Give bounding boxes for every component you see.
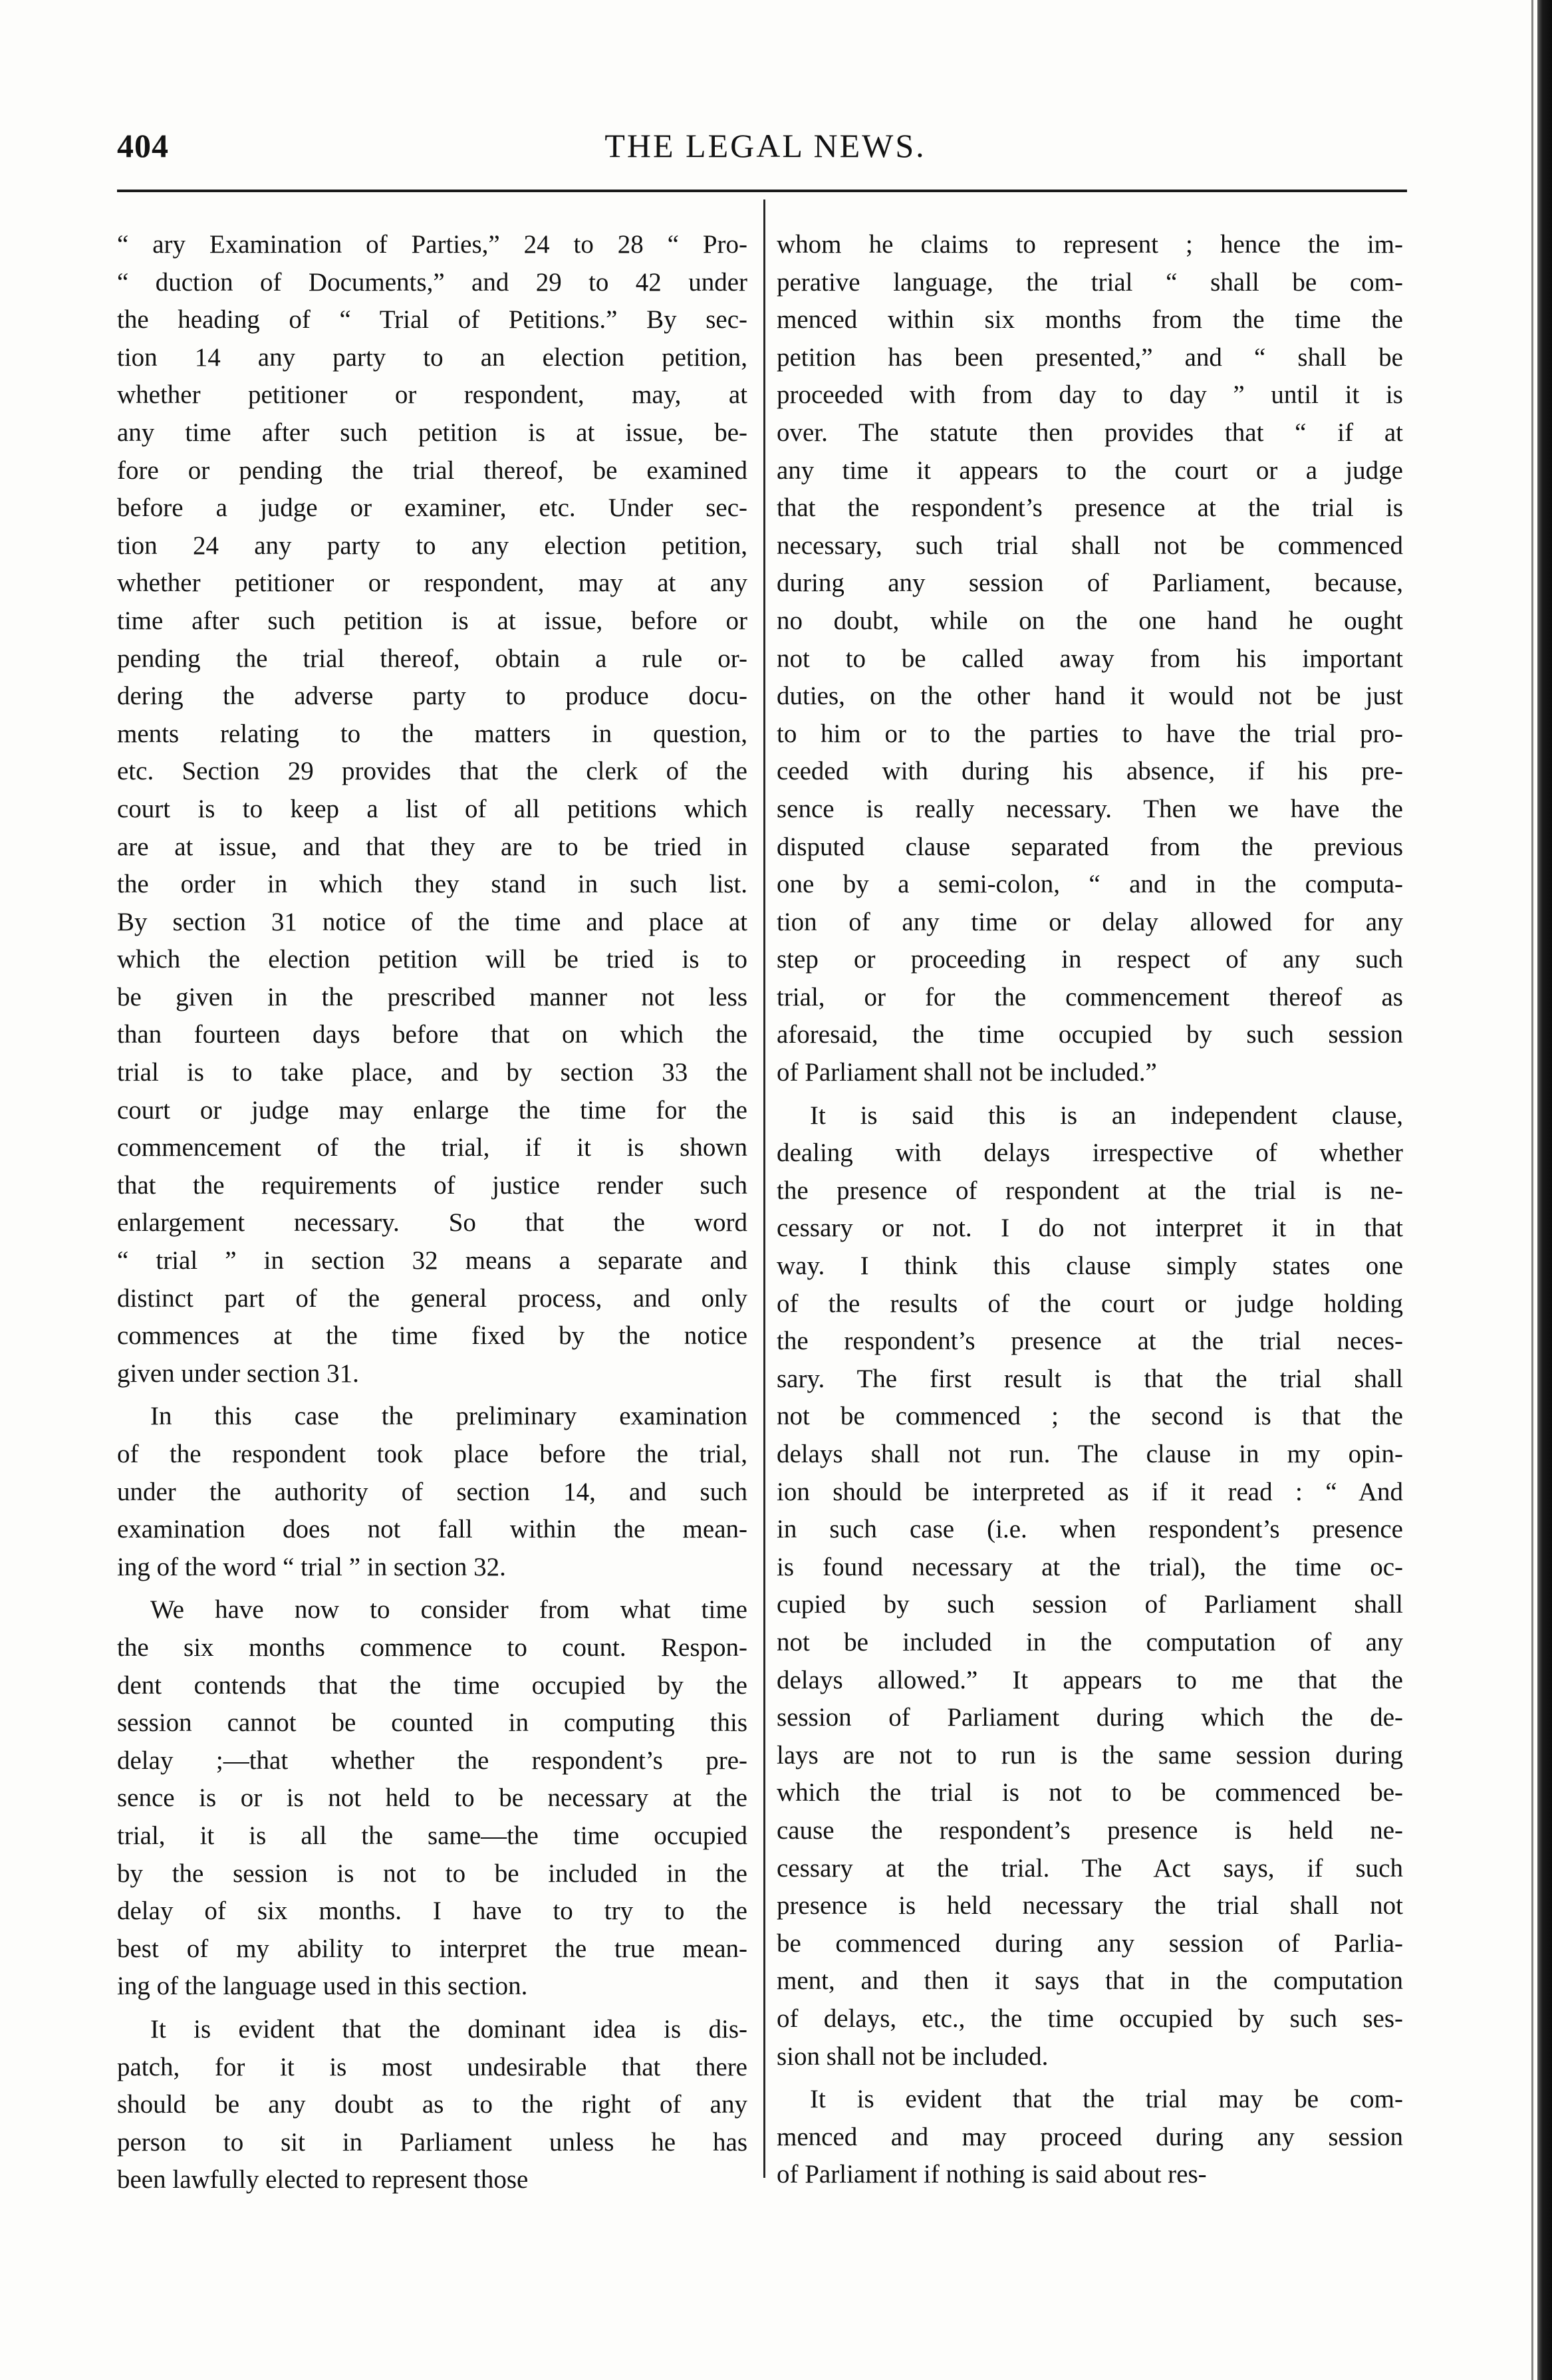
text-line: which the trial is not to be commenced be- [777,1778,1403,1807]
text-line: under the authority of section 14, and such [117,1477,747,1506]
right-column [777,226,1403,2199]
text-line: of Parliament shall not be included.” [777,1058,1157,1087]
text-line: been lawfully elected to represent those [117,2165,529,2194]
text-line: be given in the prescribed manner not less [117,982,747,1011]
text-line: court is to keep a list of all petitions which [117,794,747,823]
text-line: ceeded with during his absence, if his pre- [777,757,1403,786]
text-line: dent contends that the time occupied by the [117,1670,747,1700]
text-line: sence is or is not held to be necessary at the [117,1784,747,1813]
right-column-paragraph [777,226,1403,1092]
text-line: commences at the time fixed by the notice [117,1321,747,1351]
text-line: tion 14 any party to an election petition, [117,342,747,372]
text-line: dealing with delays irrespective of whether [777,1138,1403,1168]
text-line: ing of the language used in this section. [117,1972,528,2001]
text-line: delays shall not run. The clause in my opin- [777,1440,1403,1468]
text-line: menced within six months from the time the [777,305,1403,334]
text-line: It is evident that the dominant idea is dis- [150,2014,747,2044]
text-line: proceeded with from day to day ” until it is [777,380,1403,410]
text-line: of delays, etc., the time occupied by such ses- [777,2004,1403,2033]
text-line: menced and may proceed during any session [777,2122,1403,2151]
left-column-paragraph [117,226,747,1392]
text-line: petition has been presented,” and “ shall be [777,342,1403,372]
left-column-paragraph [117,2011,747,2199]
text-line: person to sit in Parliament unless he has [117,2127,747,2157]
text-line: no doubt, while on the one hand he ought [777,606,1403,635]
text-line: whom he claims to represent ; hence the im- [777,230,1403,259]
text-line: one by a semi-colon, “ and in the computa- [777,870,1403,899]
scanner-edge-shadow [1537,0,1552,2380]
text-line: is found necessary at the trial), the time oc- [777,1552,1403,1581]
text-line: of Parliament if nothing is said about res- [777,2160,1207,2189]
text-line: way. I think this clause simply states one [777,1252,1403,1281]
text-line: duties, on the other hand it would not be just [777,682,1403,711]
text-line: cupied by such session of Parliament shall [777,1590,1403,1619]
text-line: trial, it is all the same—the time occupied [117,1821,747,1850]
text-line: the heading of “ Trial of Petitions.” By sec- [117,305,747,334]
text-line: In this case the preliminary examination [150,1402,747,1431]
text-line: cause the respondent’s presence is held ne- [777,1815,1403,1845]
text-line: perative language, the trial “ shall be com- [777,267,1403,297]
text-line: delay of six months. I have to try to the [117,1897,747,1926]
text-line: pending the trial thereof, obtain a rule or- [117,644,747,673]
text-line: cessary or not. I do not interpret it in that [777,1214,1403,1243]
text-line: best of my ability to interpret the true mean- [117,1934,747,1963]
scanner-edge-line [1531,0,1533,2380]
header-rule [117,190,1407,192]
text-line: cessary at the trial. The Act says, if such [777,1853,1403,1883]
text-line: enlargement necessary. So that the word [117,1208,747,1238]
text-line: We have now to consider from what time [150,1595,747,1625]
text-line: by the session is not to be included in the [117,1859,747,1888]
text-line: that the requirements of justice render such [117,1170,747,1200]
text-line: lays are not to run is the same session during [777,1740,1403,1770]
text-line: session cannot be counted in computing this [117,1708,747,1738]
text-line: It is evident that the trial may be com- [810,2085,1403,2114]
text-line: delay ;—that whether the respondent’s pre- [117,1746,747,1775]
text-line: examination does not fall within the mean- [117,1515,747,1544]
text-line: sion shall not be included. [777,2042,1049,2071]
text-line: fore or pending the trial thereof, be examined [117,456,747,485]
text-line: trial, or for the commencement thereof as [777,982,1403,1011]
text-line: the respondent’s presence at the trial neces- [777,1327,1403,1356]
text-line: commencement of the trial, if it is shown [117,1133,747,1162]
text-line: dering the adverse party to produce docu- [117,682,747,711]
text-line: disputed clause separated from the previous [777,832,1403,861]
text-line: the order in which they stand in such list. [117,870,747,899]
text-line: necessary, such trial shall not be commenced [777,531,1403,560]
text-line: during any session of Parliament, because, [777,569,1403,598]
text-line: distinct part of the general process, and only [117,1283,747,1313]
text-line: in such case (i.e. when respondent’s presence [777,1515,1403,1544]
text-line: should be any doubt as to the right of any [117,2090,747,2119]
text-line: of the results of the court or judge holding [777,1289,1403,1318]
running-title: THE LEGAL NEWS. [604,127,926,164]
text-line: not be included in the computation of any [777,1627,1403,1656]
text-line: over. The statute then provides that “ if at [777,418,1403,447]
page-number: 404 [117,127,169,164]
text-line: before a judge or examiner, etc. Under sec- [117,493,747,523]
text-line: patch, for it is most undesirable that there [117,2052,747,2081]
text-line: any time it appears to the court or a judge [777,456,1403,485]
text-line: sary. The first result is that the trial shall [777,1364,1403,1393]
text-line: ments relating to the matters in question, [117,719,747,748]
text-line: By section 31 notice of the time and place at [117,907,747,936]
text-line: tion 24 any party to any election petition, [117,531,747,560]
text-line: step or proceeding in respect of any such [777,945,1403,974]
text-line: time after such petition is at issue, before or [117,606,747,635]
text-line: ment, and then it says that in the computation [777,1966,1403,1996]
column-divider [763,199,765,2178]
text-line: not to be called away from his important [777,644,1403,673]
text-line: “ duction of Documents,” and 29 to 42 under [117,267,747,297]
left-column-paragraph [117,1398,747,1586]
text-line: that the respondent’s presence at the trial is [777,493,1403,523]
text-line: “ ary Examination of Parties,” 24 to 28 “ Pro- [117,230,747,259]
right-column-paragraph [777,2081,1403,2194]
text-line: It is said this is an independent clause, [810,1101,1403,1130]
page-header [117,117,1414,177]
text-line: “ trial ” in section 32 means a separate and [117,1246,747,1275]
text-line: ion should be interpreted as if it read : “ And [777,1477,1403,1506]
text-line: aforesaid, the time occupied by such session [777,1020,1403,1049]
text-line: of the respondent took place before the trial, [117,1440,747,1468]
text-line: given under section 31. [117,1359,359,1388]
text-line: ing of the word “ trial ” in section 32. [117,1552,506,1581]
text-line: session of Parliament during which the de- [777,1703,1403,1732]
text-line: delays allowed.” It appears to me that the [777,1665,1403,1694]
text-line: tion of any time or delay allowed for any [777,907,1403,936]
text-line: the presence of respondent at the trial is ne- [777,1176,1403,1205]
text-line: which the election petition will be tried is to [117,945,747,974]
text-line: trial is to take place, and by section 33 the [117,1058,747,1087]
text-line: whether petitioner or respondent, may, at [117,380,747,410]
text-line: etc. Section 29 provides that the clerk of the [117,757,747,786]
text-line: whether petitioner or respondent, may at any [117,569,747,598]
text-line: sence is really necessary. Then we have the [777,794,1403,823]
text-line: to him or to the parties to have the trial pro- [777,719,1403,748]
text-line: any time after such petition is at issue, be- [117,418,747,447]
text-line: court or judge may enlarge the time for the [117,1095,747,1124]
text-line: are at issue, and that they are to be tried in [117,832,747,861]
text-line: not be commenced ; the second is that the [777,1402,1403,1431]
text-line: be commenced during any session of Parlia- [777,1928,1403,1958]
right-column-paragraph [777,1097,1403,2075]
left-column-paragraph [117,1591,747,2006]
text-line: presence is held necessary the trial shall not [777,1891,1403,1920]
left-column [117,226,747,2204]
text-line: the six months commence to count. Respon- [117,1633,747,1662]
text-line: than fourteen days before that on which the [117,1020,747,1049]
